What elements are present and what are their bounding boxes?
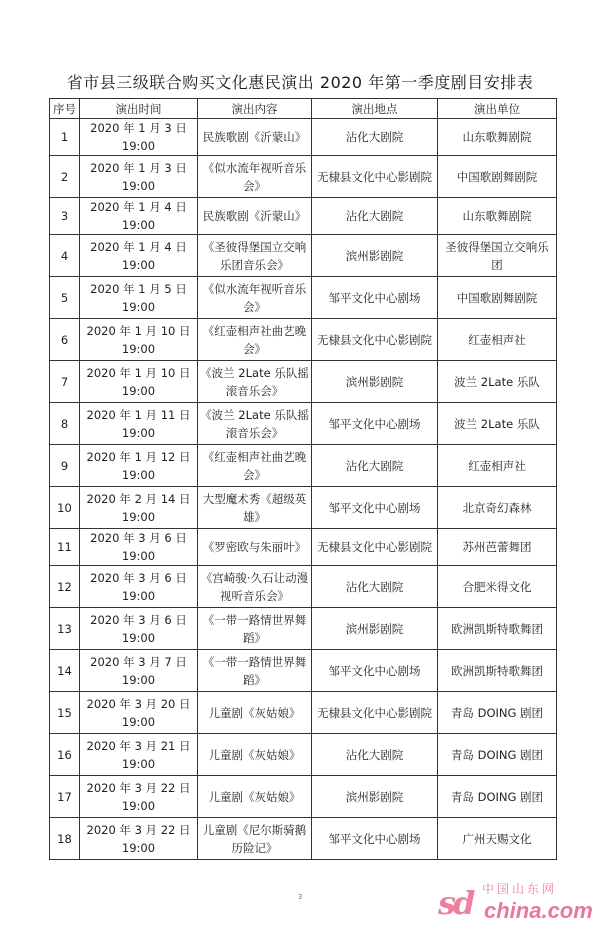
cell-content: 儿童剧《灰姑娘》 <box>198 734 312 776</box>
cell-content: 《红壶相声社曲艺晚会》 <box>198 319 312 361</box>
watermark-domain: china.com <box>484 898 593 923</box>
site-watermark <box>436 880 596 932</box>
cell-time: 2020 年 3 月 6 日 19:00 <box>80 566 198 608</box>
cell-no: 3 <box>50 198 80 235</box>
cell-content: 《罗密欧与朱丽叶》 <box>198 529 312 566</box>
cell-troupe: 苏州芭蕾舞团 <box>438 529 557 566</box>
table-row <box>50 529 557 566</box>
cell-time: 2020 年 1 月 10 日 19:00 <box>80 361 198 403</box>
cell-troupe: 红壶相声社 <box>438 319 557 361</box>
cell-no: 17 <box>50 776 80 818</box>
cell-time: 2020 年 3 月 22 日 19:00 <box>80 818 198 860</box>
cell-venue: 滨州影剧院 <box>312 608 438 650</box>
cell-venue: 无棣县文化中心影剧院 <box>312 529 438 566</box>
cell-troupe: 中国歌剧舞剧院 <box>438 156 557 198</box>
cell-troupe: 北京奇幻森林 <box>438 487 557 529</box>
header-content: 演出内容 <box>198 99 312 119</box>
table-row <box>50 361 557 403</box>
table-row <box>50 156 557 198</box>
cell-no: 6 <box>50 319 80 361</box>
cell-venue: 邹平文化中心剧场 <box>312 487 438 529</box>
cell-troupe: 欧洲凯斯特歌舞团 <box>438 650 557 692</box>
cell-no: 18 <box>50 818 80 860</box>
cell-content: 《一带一路情世界舞蹈》 <box>198 608 312 650</box>
table-row <box>50 818 557 860</box>
cell-no: 13 <box>50 608 80 650</box>
cell-content: 《红壶相声社曲艺晚会》 <box>198 445 312 487</box>
cell-venue: 沾化大剧院 <box>312 566 438 608</box>
cell-content: 《波兰 2Late 乐队摇滚音乐会》 <box>198 403 312 445</box>
cell-time: 2020 年 1 月 3 日 19:00 <box>80 119 198 156</box>
cell-time: 2020 年 1 月 3 日 19:00 <box>80 156 198 198</box>
schedule-table <box>49 98 557 860</box>
cell-content: 民族歌剧《沂蒙山》 <box>198 198 312 235</box>
cell-troupe: 合肥米得文化 <box>438 566 557 608</box>
cell-troupe: 山东歌舞剧院 <box>438 119 557 156</box>
cell-venue: 沾化大剧院 <box>312 734 438 776</box>
cell-no: 16 <box>50 734 80 776</box>
header-troupe: 演出单位 <box>438 99 557 119</box>
cell-no: 15 <box>50 692 80 734</box>
cell-no: 14 <box>50 650 80 692</box>
cell-troupe: 青岛 DOING 剧团 <box>438 734 557 776</box>
cell-no: 1 <box>50 119 80 156</box>
header-time: 演出时间 <box>80 99 198 119</box>
header-no: 序号 <box>50 99 80 119</box>
cell-no: 8 <box>50 403 80 445</box>
cell-content: 《似水流年视听音乐会》 <box>198 277 312 319</box>
cell-troupe: 欧洲凯斯特歌舞团 <box>438 608 557 650</box>
cell-content: 《一带一路情世界舞蹈》 <box>198 650 312 692</box>
table-row <box>50 445 557 487</box>
cell-content: 民族歌剧《沂蒙山》 <box>198 119 312 156</box>
table-row <box>50 119 557 156</box>
table-row <box>50 277 557 319</box>
cell-no: 12 <box>50 566 80 608</box>
cell-venue: 邹平文化中心剧场 <box>312 818 438 860</box>
cell-venue: 无棣县文化中心影剧院 <box>312 156 438 198</box>
cell-content: 《圣彼得堡国立交响乐团音乐会》 <box>198 235 312 277</box>
cell-venue: 邹平文化中心剧场 <box>312 403 438 445</box>
page-number: 3 <box>297 893 303 901</box>
cell-content: 儿童剧《灰姑娘》 <box>198 692 312 734</box>
cell-venue: 沾化大剧院 <box>312 198 438 235</box>
cell-time: 2020 年 3 月 21 日 19:00 <box>80 734 198 776</box>
table-row <box>50 734 557 776</box>
cell-time: 2020 年 3 月 20 日 19:00 <box>80 692 198 734</box>
table-row <box>50 487 557 529</box>
cell-no: 9 <box>50 445 80 487</box>
cell-time: 2020 年 1 月 10 日 19:00 <box>80 319 198 361</box>
cell-venue: 无棣县文化中心影剧院 <box>312 319 438 361</box>
cell-time: 2020 年 3 月 6 日 19:00 <box>80 529 198 566</box>
cell-no: 10 <box>50 487 80 529</box>
cell-troupe: 青岛 DOING 剧团 <box>438 776 557 818</box>
cell-no: 4 <box>50 235 80 277</box>
cell-time: 2020 年 1 月 5 日 19:00 <box>80 277 198 319</box>
cell-troupe: 红壶相声社 <box>438 445 557 487</box>
cell-no: 11 <box>50 529 80 566</box>
table-row <box>50 319 557 361</box>
cell-venue: 无棣县文化中心影剧院 <box>312 692 438 734</box>
table-row <box>50 608 557 650</box>
cell-no: 5 <box>50 277 80 319</box>
cell-troupe: 波兰 2Late 乐队 <box>438 361 557 403</box>
table-row <box>50 198 557 235</box>
cell-time: 2020 年 1 月 4 日 19:00 <box>80 235 198 277</box>
cell-content: 儿童剧《灰姑娘》 <box>198 776 312 818</box>
cell-no: 7 <box>50 361 80 403</box>
cell-content: 儿童剧《尼尔斯骑鹅历险记》 <box>198 818 312 860</box>
cell-troupe: 圣彼得堡国立交响乐团 <box>438 235 557 277</box>
cell-content: 《波兰 2Late 乐队摇滚音乐会》 <box>198 361 312 403</box>
cell-time: 2020 年 3 月 7 日 19:00 <box>80 650 198 692</box>
cell-time: 2020 年 1 月 12 日 19:00 <box>80 445 198 487</box>
cell-troupe: 波兰 2Late 乐队 <box>438 403 557 445</box>
cell-troupe: 山东歌舞剧院 <box>438 198 557 235</box>
cell-time: 2020 年 3 月 22 日 19:00 <box>80 776 198 818</box>
watermark-cn-text: 中国山东网 <box>482 882 558 896</box>
cell-time: 2020 年 3 月 6 日 19:00 <box>80 608 198 650</box>
table-row <box>50 403 557 445</box>
cell-troupe: 青岛 DOING 剧团 <box>438 692 557 734</box>
watermark-logo: sd <box>438 884 473 922</box>
cell-time: 2020 年 1 月 11 日 19:00 <box>80 403 198 445</box>
cell-time: 2020 年 1 月 4 日 19:00 <box>80 198 198 235</box>
cell-venue: 滨州影剧院 <box>312 361 438 403</box>
cell-venue: 沾化大剧院 <box>312 445 438 487</box>
header-venue: 演出地点 <box>312 99 438 119</box>
cell-troupe: 广州天赐文化 <box>438 818 557 860</box>
cell-venue: 邹平文化中心剧场 <box>312 650 438 692</box>
cell-content: 《似水流年视听音乐会》 <box>198 156 312 198</box>
cell-time: 2020 年 2 月 14 日 19:00 <box>80 487 198 529</box>
cell-venue: 沾化大剧院 <box>312 119 438 156</box>
table-row <box>50 235 557 277</box>
table-row <box>50 650 557 692</box>
cell-venue: 滨州影剧院 <box>312 235 438 277</box>
cell-venue: 邹平文化中心剧场 <box>312 277 438 319</box>
cell-content: 《宫崎骏·久石让动漫视听音乐会》 <box>198 566 312 608</box>
table-header-row <box>50 99 557 119</box>
document-title: 省市县三级联合购买文化惠民演出 2020 年第一季度剧目安排表 <box>66 73 534 92</box>
cell-venue: 滨州影剧院 <box>312 776 438 818</box>
table-row <box>50 692 557 734</box>
cell-troupe: 中国歌剧舞剧院 <box>438 277 557 319</box>
cell-no: 2 <box>50 156 80 198</box>
cell-content: 大型魔术秀《超级英雄》 <box>198 487 312 529</box>
table-row <box>50 776 557 818</box>
table-row <box>50 566 557 608</box>
